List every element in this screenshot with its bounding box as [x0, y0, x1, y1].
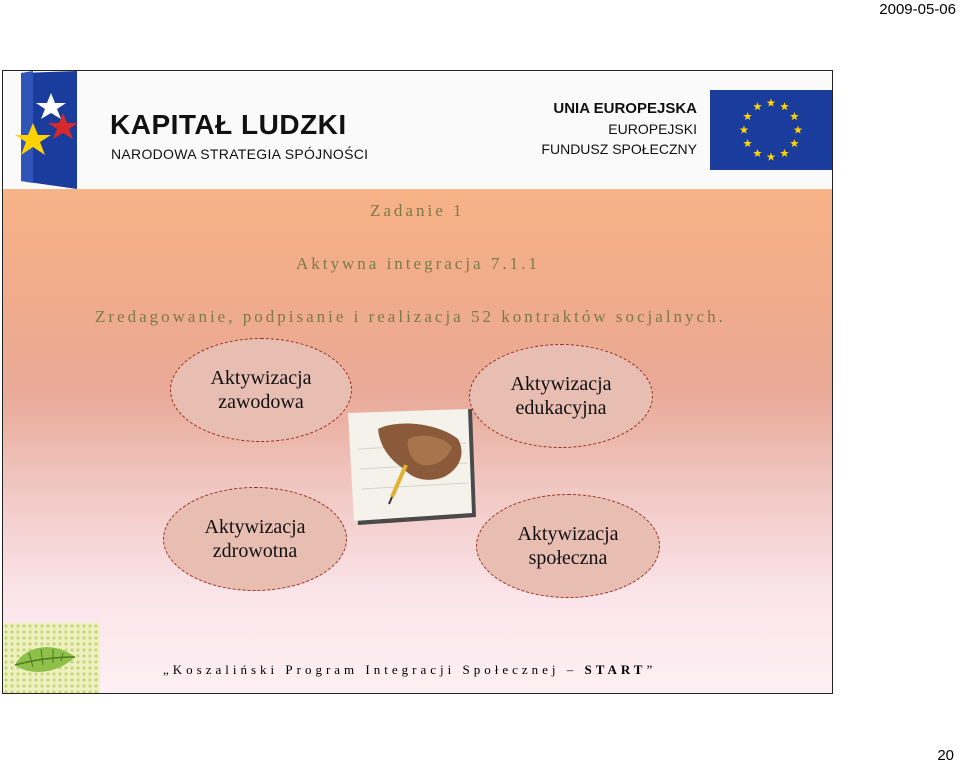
activation-label: Aktywizacja — [204, 516, 306, 538]
eu-title: UNIA EUROPEJSKA — [553, 100, 697, 117]
task-title: Zadanie 1 — [370, 201, 465, 220]
closing-quote: ” — [646, 662, 657, 677]
eu-fund-line1: EUROPEJSKI — [608, 121, 697, 137]
kapital-ludzki-title: KAPITAŁ LUDZKI — [110, 109, 347, 140]
activation-ellipse-health — [163, 487, 347, 591]
task-description: Zredagowanie, podpisanie i realizacja 52 kontraktów socjalnych. — [95, 307, 726, 326]
leaf-logo-icon — [3, 623, 100, 693]
kapital-ludzki-subtitle: NARODOWA STRATEGIA SPÓJNOŚCI — [111, 146, 369, 162]
program-acronym: START — [584, 662, 647, 677]
page-number: 20 — [937, 747, 954, 764]
activation-label: Aktywizacja — [517, 523, 619, 545]
document-date: 2009-05-06 — [879, 1, 956, 18]
activation-type: zawodowa — [218, 391, 304, 413]
program-footer — [163, 662, 656, 678]
activation-type: społeczna — [528, 547, 608, 569]
activation-type: zdrowotna — [212, 540, 298, 562]
slide-header — [3, 71, 832, 189]
activation-label: Aktywizacja — [510, 373, 612, 395]
activation-label: Aktywizacja — [210, 367, 312, 389]
activation-type: edukacyjna — [515, 397, 607, 419]
program-title: Aktywna integracja 7.1.1 — [296, 254, 540, 273]
eu-funds-flag-icon — [13, 71, 79, 189]
hand-writing-photo — [348, 409, 478, 525]
activation-ellipse-professional — [170, 338, 352, 442]
activation-ellipse-educational — [469, 344, 653, 448]
slide — [2, 70, 833, 694]
program-name: „Koszaliński Program Integracji Społecznej – — [163, 662, 578, 677]
eu-fund-line2: FUNDUSZ SPOŁECZNY — [541, 141, 697, 157]
activation-ellipse-social — [476, 494, 660, 598]
eu-stars-flag-icon — [710, 90, 832, 170]
